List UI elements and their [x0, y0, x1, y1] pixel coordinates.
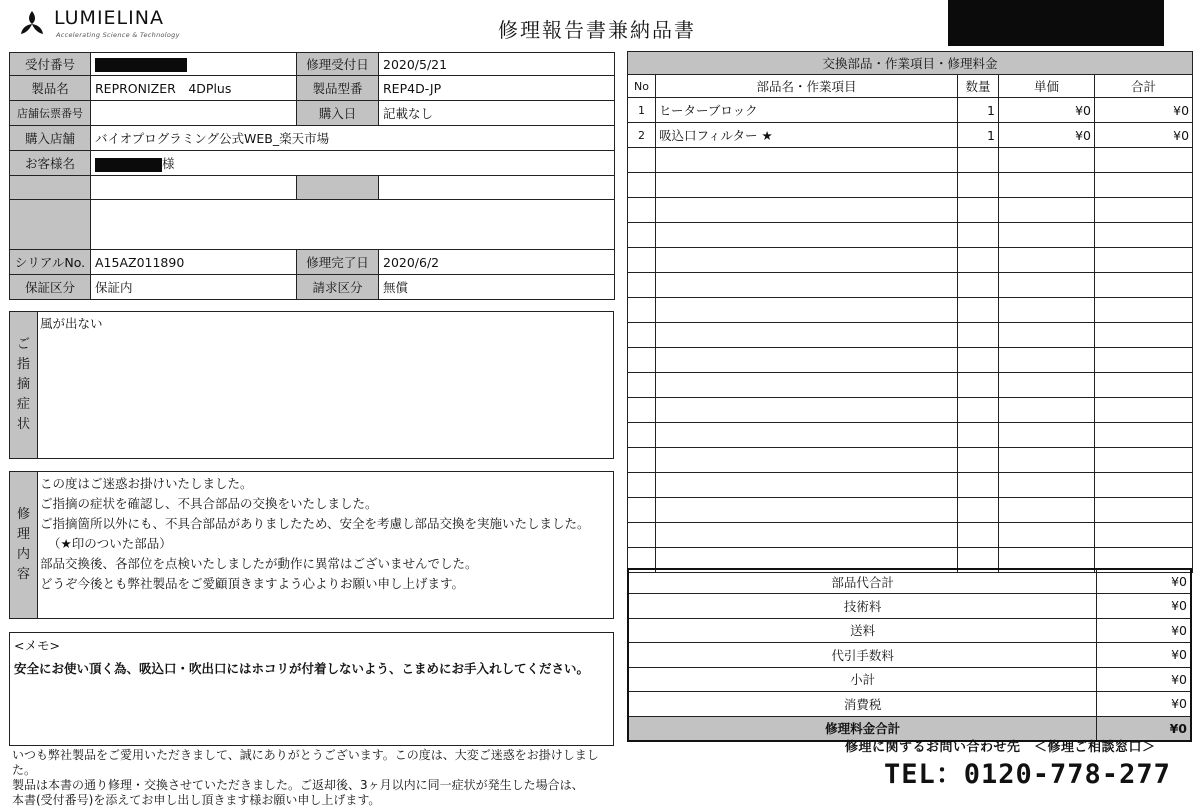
receipt-no-value [91, 53, 297, 76]
empty-row [628, 373, 1193, 398]
empty-cell [656, 223, 958, 248]
repair-line: この度はご迷惑お掛けいたしました。 [40, 476, 253, 491]
empty-cell [656, 273, 958, 298]
totals-row [628, 692, 1191, 717]
empty-cell [958, 523, 999, 548]
empty-cell [628, 423, 656, 448]
customer-label: お客様名 [10, 151, 91, 176]
parts-caption: 交換部品・作業項目・修理料金 [628, 52, 1193, 75]
customer-suffix: 様 [162, 156, 175, 171]
tax-label: 消費税 [628, 692, 1097, 717]
empty-row [628, 223, 1193, 248]
memo-box [9, 632, 614, 746]
empty-row [628, 173, 1193, 198]
row-name: 吸込口フィルター ★ [656, 123, 958, 148]
empty-cell [958, 223, 999, 248]
empty-cell [656, 148, 958, 173]
empty-cell [628, 198, 656, 223]
empty-cell [1095, 273, 1193, 298]
blank-label [10, 200, 91, 250]
empty-cell [628, 523, 656, 548]
empty-row [628, 248, 1193, 273]
empty-cell [958, 448, 999, 473]
empty-cell [999, 523, 1095, 548]
empty-cell [958, 273, 999, 298]
repair-line: ご指摘の症状を確認し、不具合部品の交換をいたしました。 [40, 496, 378, 511]
info-row [10, 176, 615, 200]
logo-name: LUMIELINA [54, 7, 164, 29]
repair-label-char: 内 [16, 547, 30, 562]
cod-fee-label: 代引手数料 [628, 643, 1097, 668]
empty-cell [958, 323, 999, 348]
empty-cell [958, 373, 999, 398]
blank-value [379, 176, 615, 200]
empty-cell [958, 298, 999, 323]
serial-value: A15AZ011890 [91, 250, 297, 275]
empty-cell [656, 348, 958, 373]
empty-cell [999, 373, 1095, 398]
info-row [10, 53, 615, 76]
company-logo [16, 6, 196, 42]
repair-details-label [10, 472, 38, 618]
customer-value [91, 151, 615, 176]
totals-row [628, 618, 1191, 643]
contact-text: 修理に関するお問い合わせ先 ＜修理ご相談窓口＞ [845, 740, 1156, 755]
complete-date-label: 修理完了日 [297, 250, 379, 275]
empty-cell [999, 148, 1095, 173]
empty-cell [628, 373, 656, 398]
complete-date-value: 2020/6/2 [379, 250, 615, 275]
empty-cell [958, 248, 999, 273]
symptom-label [10, 312, 38, 458]
empty-cell [1095, 173, 1193, 198]
empty-row [628, 498, 1193, 523]
empty-row [628, 298, 1193, 323]
empty-cell [656, 298, 958, 323]
empty-cell [999, 473, 1095, 498]
empty-cell [958, 198, 999, 223]
empty-row [628, 148, 1193, 173]
redacted-block [948, 0, 1164, 46]
empty-cell [1095, 323, 1193, 348]
parts-header-row [628, 75, 1193, 98]
row-qty: 1 [958, 98, 999, 123]
empty-cell [1095, 198, 1193, 223]
empty-cell [628, 448, 656, 473]
empty-cell [999, 298, 1095, 323]
shipping-label: 送料 [628, 618, 1097, 643]
repair-label-char: 修 [16, 507, 30, 522]
row-unit: ¥0 [999, 123, 1095, 148]
product-name-label: 製品名 [10, 76, 91, 101]
empty-cell [1095, 223, 1193, 248]
empty-cell [1095, 523, 1193, 548]
empty-cell [999, 273, 1095, 298]
model-label: 製品型番 [297, 76, 379, 101]
repair-line: 部品交換後、各部位を点検いたしましたが動作に異常はございませんでした。 [40, 556, 478, 571]
store-value: バイオプログラミング公式WEB_楽天市場 [91, 126, 615, 151]
shipping-value: ¥0 [1097, 618, 1191, 643]
col-header-name: 部品名・作業項目 [656, 75, 958, 98]
empty-cell [628, 173, 656, 198]
warranty-value: 保証内 [91, 275, 297, 300]
empty-cell [999, 448, 1095, 473]
empty-row [628, 523, 1193, 548]
empty-row [628, 198, 1193, 223]
totals-row [628, 643, 1191, 668]
blank-value [91, 200, 615, 250]
empty-cell [628, 398, 656, 423]
store-slip-label: 店舗伝票番号 [10, 101, 91, 126]
receipt-no-label: 受付番号 [10, 53, 91, 76]
receipt-date-value: 2020/5/21 [379, 53, 615, 76]
empty-cell [628, 298, 656, 323]
empty-cell [1095, 498, 1193, 523]
empty-cell [999, 223, 1095, 248]
info-row [10, 126, 615, 151]
empty-cell [656, 498, 958, 523]
empty-cell [999, 173, 1095, 198]
info-row [10, 101, 615, 126]
billing-label: 請求区分 [297, 275, 379, 300]
grand-total-label: 修理料金合計 [628, 716, 1097, 741]
empty-cell [628, 248, 656, 273]
parts-subtotal-label: 部品代合計 [628, 569, 1097, 594]
totals-row [628, 569, 1191, 594]
empty-cell [1095, 148, 1193, 173]
empty-cell [628, 348, 656, 373]
tax-value: ¥0 [1097, 692, 1191, 717]
info-row [10, 250, 615, 275]
logo-tagline: Accelerating Science & Technology [56, 31, 180, 39]
totals-row [628, 594, 1191, 619]
symptom-label-char: 摘 [16, 377, 30, 392]
repair-line: どうぞ今後とも弊社製品をご愛顧頂きますよう心よりお願い申し上げます。 [40, 576, 465, 591]
empty-cell [656, 473, 958, 498]
empty-cell [628, 498, 656, 523]
totals-row [628, 667, 1191, 692]
labor-fee-value: ¥0 [1097, 594, 1191, 619]
row-unit: ¥0 [999, 98, 1095, 123]
empty-cell [656, 448, 958, 473]
repair-line: （★印のついた部品） [48, 536, 172, 551]
empty-cell [999, 423, 1095, 448]
col-header-qty: 数量 [958, 75, 999, 98]
footnote-line: 本書(受付番号)を添えてお申し出し頂きます様お願い申し上げます。 [12, 793, 381, 807]
symptom-label-char: 症 [16, 397, 30, 412]
symptom-label-char: ご [16, 337, 30, 352]
empty-cell [958, 348, 999, 373]
grand-total-value: ¥0 [1097, 716, 1191, 741]
redacted-receipt-no [95, 58, 187, 72]
empty-cell [1095, 373, 1193, 398]
symptom-label-char: 指 [16, 357, 30, 372]
product-name-value: REPRONIZER 4DPlus [91, 76, 297, 101]
symptom-box [9, 311, 614, 459]
empty-cell [999, 198, 1095, 223]
footnote-line: 製品は本書の通り修理・交換させていただきました。ご返却後、3ヶ月以内に同一症状が発生した場合は、 [12, 778, 584, 792]
row-no: 2 [628, 123, 656, 148]
repair-details-box [9, 471, 614, 619]
row-name: ヒーターブロック [656, 98, 958, 123]
redacted-customer-name [95, 158, 162, 172]
empty-cell [1095, 473, 1193, 498]
empty-row [628, 398, 1193, 423]
empty-cell [656, 323, 958, 348]
empty-cell [999, 498, 1095, 523]
blank-label [10, 176, 91, 200]
empty-cell [999, 348, 1095, 373]
empty-cell [656, 373, 958, 398]
empty-cell [628, 323, 656, 348]
empty-row [628, 273, 1193, 298]
empty-cell [958, 423, 999, 448]
empty-row [628, 348, 1193, 373]
empty-cell [1095, 423, 1193, 448]
info-row [10, 76, 615, 101]
parts-caption-row [628, 52, 1193, 75]
empty-row [628, 323, 1193, 348]
table-row [628, 123, 1193, 148]
store-slip-value [91, 101, 297, 126]
empty-cell [1095, 398, 1193, 423]
empty-cell [958, 398, 999, 423]
empty-cell [628, 473, 656, 498]
empty-row [628, 423, 1193, 448]
purchase-date-value: 記載なし [379, 101, 615, 126]
empty-cell [958, 148, 999, 173]
purchase-date-label: 購入日 [297, 101, 379, 126]
empty-cell [628, 148, 656, 173]
empty-cell [958, 173, 999, 198]
info-row [10, 151, 615, 176]
empty-cell [628, 273, 656, 298]
empty-row [628, 448, 1193, 473]
col-header-unit: 単価 [999, 75, 1095, 98]
empty-cell [656, 198, 958, 223]
parts-table [627, 51, 1193, 573]
empty-cell [1095, 298, 1193, 323]
warranty-label: 保証区分 [10, 275, 91, 300]
empty-cell [656, 423, 958, 448]
footnote-line: いつも弊社製品をご愛用いただきまして、誠にありがとうございます。この度は、大変ご迷惑をお掛けしました。 [12, 748, 599, 777]
blank-value [91, 176, 297, 200]
empty-cell [958, 473, 999, 498]
row-total: ¥0 [1095, 98, 1193, 123]
memo-title: <メモ> [14, 638, 60, 653]
billing-value: 無償 [379, 275, 615, 300]
footnote [12, 748, 612, 808]
info-row [10, 200, 615, 250]
row-no: 1 [628, 98, 656, 123]
contact-tel: TEL：0120-778-277 [884, 759, 1171, 790]
empty-cell [999, 248, 1095, 273]
symptom-text: 風が出ない [40, 316, 103, 331]
blank-label [297, 176, 379, 200]
repair-label-char: 容 [16, 567, 30, 582]
empty-cell [628, 223, 656, 248]
repair-label-char: 理 [16, 527, 30, 542]
empty-cell [958, 498, 999, 523]
subtotal-label: 小計 [628, 667, 1097, 692]
subtotal-value: ¥0 [1097, 667, 1191, 692]
table-row [628, 98, 1193, 123]
empty-cell [1095, 248, 1193, 273]
empty-row [628, 473, 1193, 498]
symptom-label-char: 状 [16, 417, 30, 432]
empty-cell [999, 398, 1095, 423]
document-title: 修理報告書兼納品書 [498, 18, 696, 42]
row-total: ¥0 [1095, 123, 1193, 148]
labor-fee-label: 技術料 [628, 594, 1097, 619]
col-header-total: 合計 [1095, 75, 1193, 98]
empty-cell [1095, 448, 1193, 473]
empty-cell [656, 173, 958, 198]
repair-details-text [40, 474, 590, 594]
serial-label: シリアルNo. [10, 250, 91, 275]
cod-fee-value: ¥0 [1097, 643, 1191, 668]
repair-line: ご指摘箇所以外にも、不具合部品がありましたため、安全を考慮し部品交換を実施いたしました。 [40, 516, 590, 531]
empty-cell [1095, 348, 1193, 373]
totals-table [627, 568, 1192, 742]
memo-text: 安全にお使い頂く為、吸込口・吹出口にはホコリが付着しないよう、こまめにお手入れしてください。 [14, 661, 590, 676]
info-row [10, 275, 615, 300]
customer-info-table [9, 52, 615, 300]
receipt-date-label: 修理受付日 [297, 53, 379, 76]
parts-subtotal-value: ¥0 [1097, 569, 1191, 594]
empty-cell [999, 323, 1095, 348]
empty-cell [656, 398, 958, 423]
empty-cell [656, 248, 958, 273]
model-value: REP4D-JP [379, 76, 615, 101]
empty-cell [656, 523, 958, 548]
store-label: 購入店舗 [10, 126, 91, 151]
col-header-no: No [628, 75, 656, 98]
row-qty: 1 [958, 123, 999, 148]
logo-mark-icon [16, 8, 48, 40]
